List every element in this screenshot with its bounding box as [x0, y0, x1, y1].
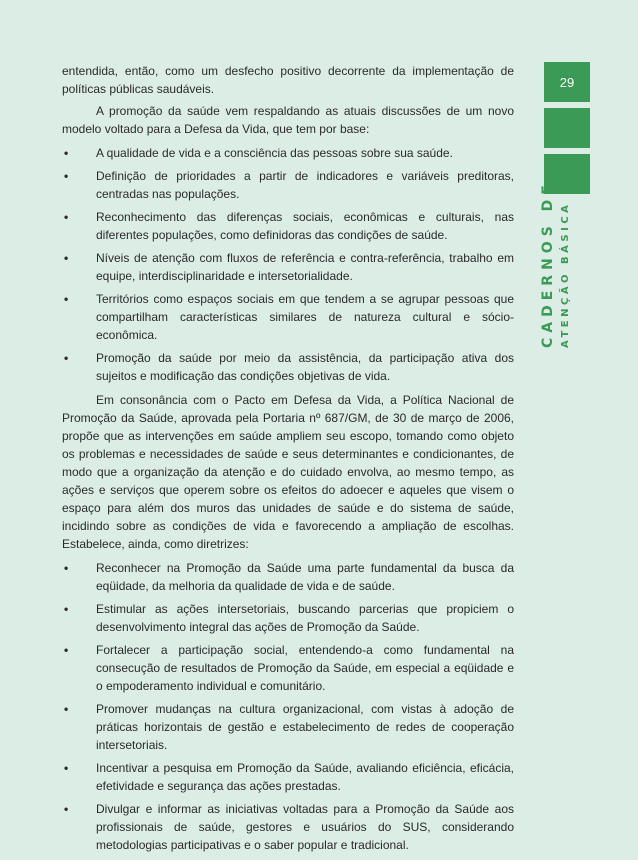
bullet-list-bases	[62, 144, 514, 385]
bullet-icon: •	[64, 802, 69, 816]
bullet-icon: •	[64, 169, 69, 183]
bullet-icon: •	[64, 643, 69, 657]
bullet-icon: •	[64, 251, 69, 265]
bullet-icon: •	[64, 351, 69, 365]
series-title: CADERNOS DE	[540, 180, 556, 348]
page-body	[62, 62, 514, 860]
paragraph-pacto: Em consonância com o Pacto em Defesa da Vida, a Política Nacional de Promoção da Saúde, aprovada pela Portaria nº 687/GM, de 30 de março de 2006, propõe que as intervenções em saúde ampliem seu escopo, tomando como objeto os problemas e necessidades de saúde e seus determinantes e condicionantes, de modo que a organização da atenção e do cuidado envolva, ao mesmo tempo, as ações e serviços que operem sobre os efeitos do adoecer e aqueles que visem o espaço para além dos muros das unidades de saúde e do sistema de saúde, incidindo sobre as condições de vida e favorecendo a ampliação de escolhas. Estabelece, ainda, como diretrizes:	[62, 393, 514, 551]
list-item: • Promover mudanças na cultura organizacional, com vistas à adoção de práticas horizontais de gestão e estabelecimento de redes de cooperação intersetoriais.	[64, 702, 514, 752]
paragraph-defesa-da-vida: A promoção da saúde vem respaldando as atuais discussões de um novo modelo voltado para a Defesa da Vida, que tem por base:	[62, 104, 514, 136]
page-sidebar	[530, 0, 638, 830]
bullet-icon: •	[64, 602, 69, 616]
list-item: • Reconhecimento das diferenças sociais, econômicas e culturais, nas diferentes populações, como definidoras das condições de saúde.	[64, 210, 514, 242]
list-item: • Fortalecer a participação social, entendendo-a como fundamental na consecução de resultados de Promoção da Saúde, em especial a eqüidade e o empoderamento individual e comunitário.	[64, 643, 514, 693]
list-item: • A qualidade de vida e a consciência das pessoas sobre sua saúde.	[64, 146, 453, 160]
bullet-icon: •	[64, 702, 69, 716]
list-item: • Divulgar e informar as iniciativas voltadas para a Promoção da Saúde aos profissionais de saúde, gestores e usuários do SUS, considerando metodologias participativas e o saber popular e tradicional.	[64, 802, 514, 852]
decorative-block	[544, 108, 590, 148]
series-subtitle: ATENÇÃO BÁSICA	[560, 201, 571, 348]
bullet-list-diretrizes	[62, 559, 514, 854]
list-item: • Reconhecer na Promoção da Saúde uma parte fundamental da busca da eqüidade, da melhoria da qualidade de vida e de saúde.	[64, 561, 514, 593]
bullet-icon: •	[64, 210, 69, 224]
intro-continuation: entendida, então, como um desfecho positivo decorrente da implementação de políticas públicas saudáveis.	[62, 64, 514, 96]
list-item: • Níveis de atenção com fluxos de referência e contra-referência, trabalho em equipe, interdisciplinaridade e intersetorialidade.	[64, 251, 514, 283]
list-item: • Estimular as ações intersetoriais, buscando parcerias que propiciem o desenvolvimento integral das ações de Promoção da Saúde.	[64, 602, 514, 634]
list-item: • Promoção da saúde por meio da assistência, da participação ativa dos sujeitos e modificação das condições objetivas de vida.	[64, 351, 514, 383]
bullet-icon: •	[64, 292, 69, 306]
list-item: • Territórios como espaços sociais em que tendem a se agrupar pessoas que compartilham características similares de natureza cultural e sócio-econômica.	[64, 292, 514, 342]
bullet-icon: •	[64, 761, 69, 775]
bullet-icon: •	[64, 146, 69, 160]
bullet-icon: •	[64, 561, 69, 575]
list-item: • Definição de prioridades a partir de indicadores e variáveis preditoras, centradas nas populações.	[64, 169, 514, 201]
page-number: 29	[544, 62, 590, 102]
list-item: • Incentivar a pesquisa em Promoção da Saúde, avaliando eficiência, eficácia, efetividade e segurança das ações prestadas.	[64, 761, 514, 793]
